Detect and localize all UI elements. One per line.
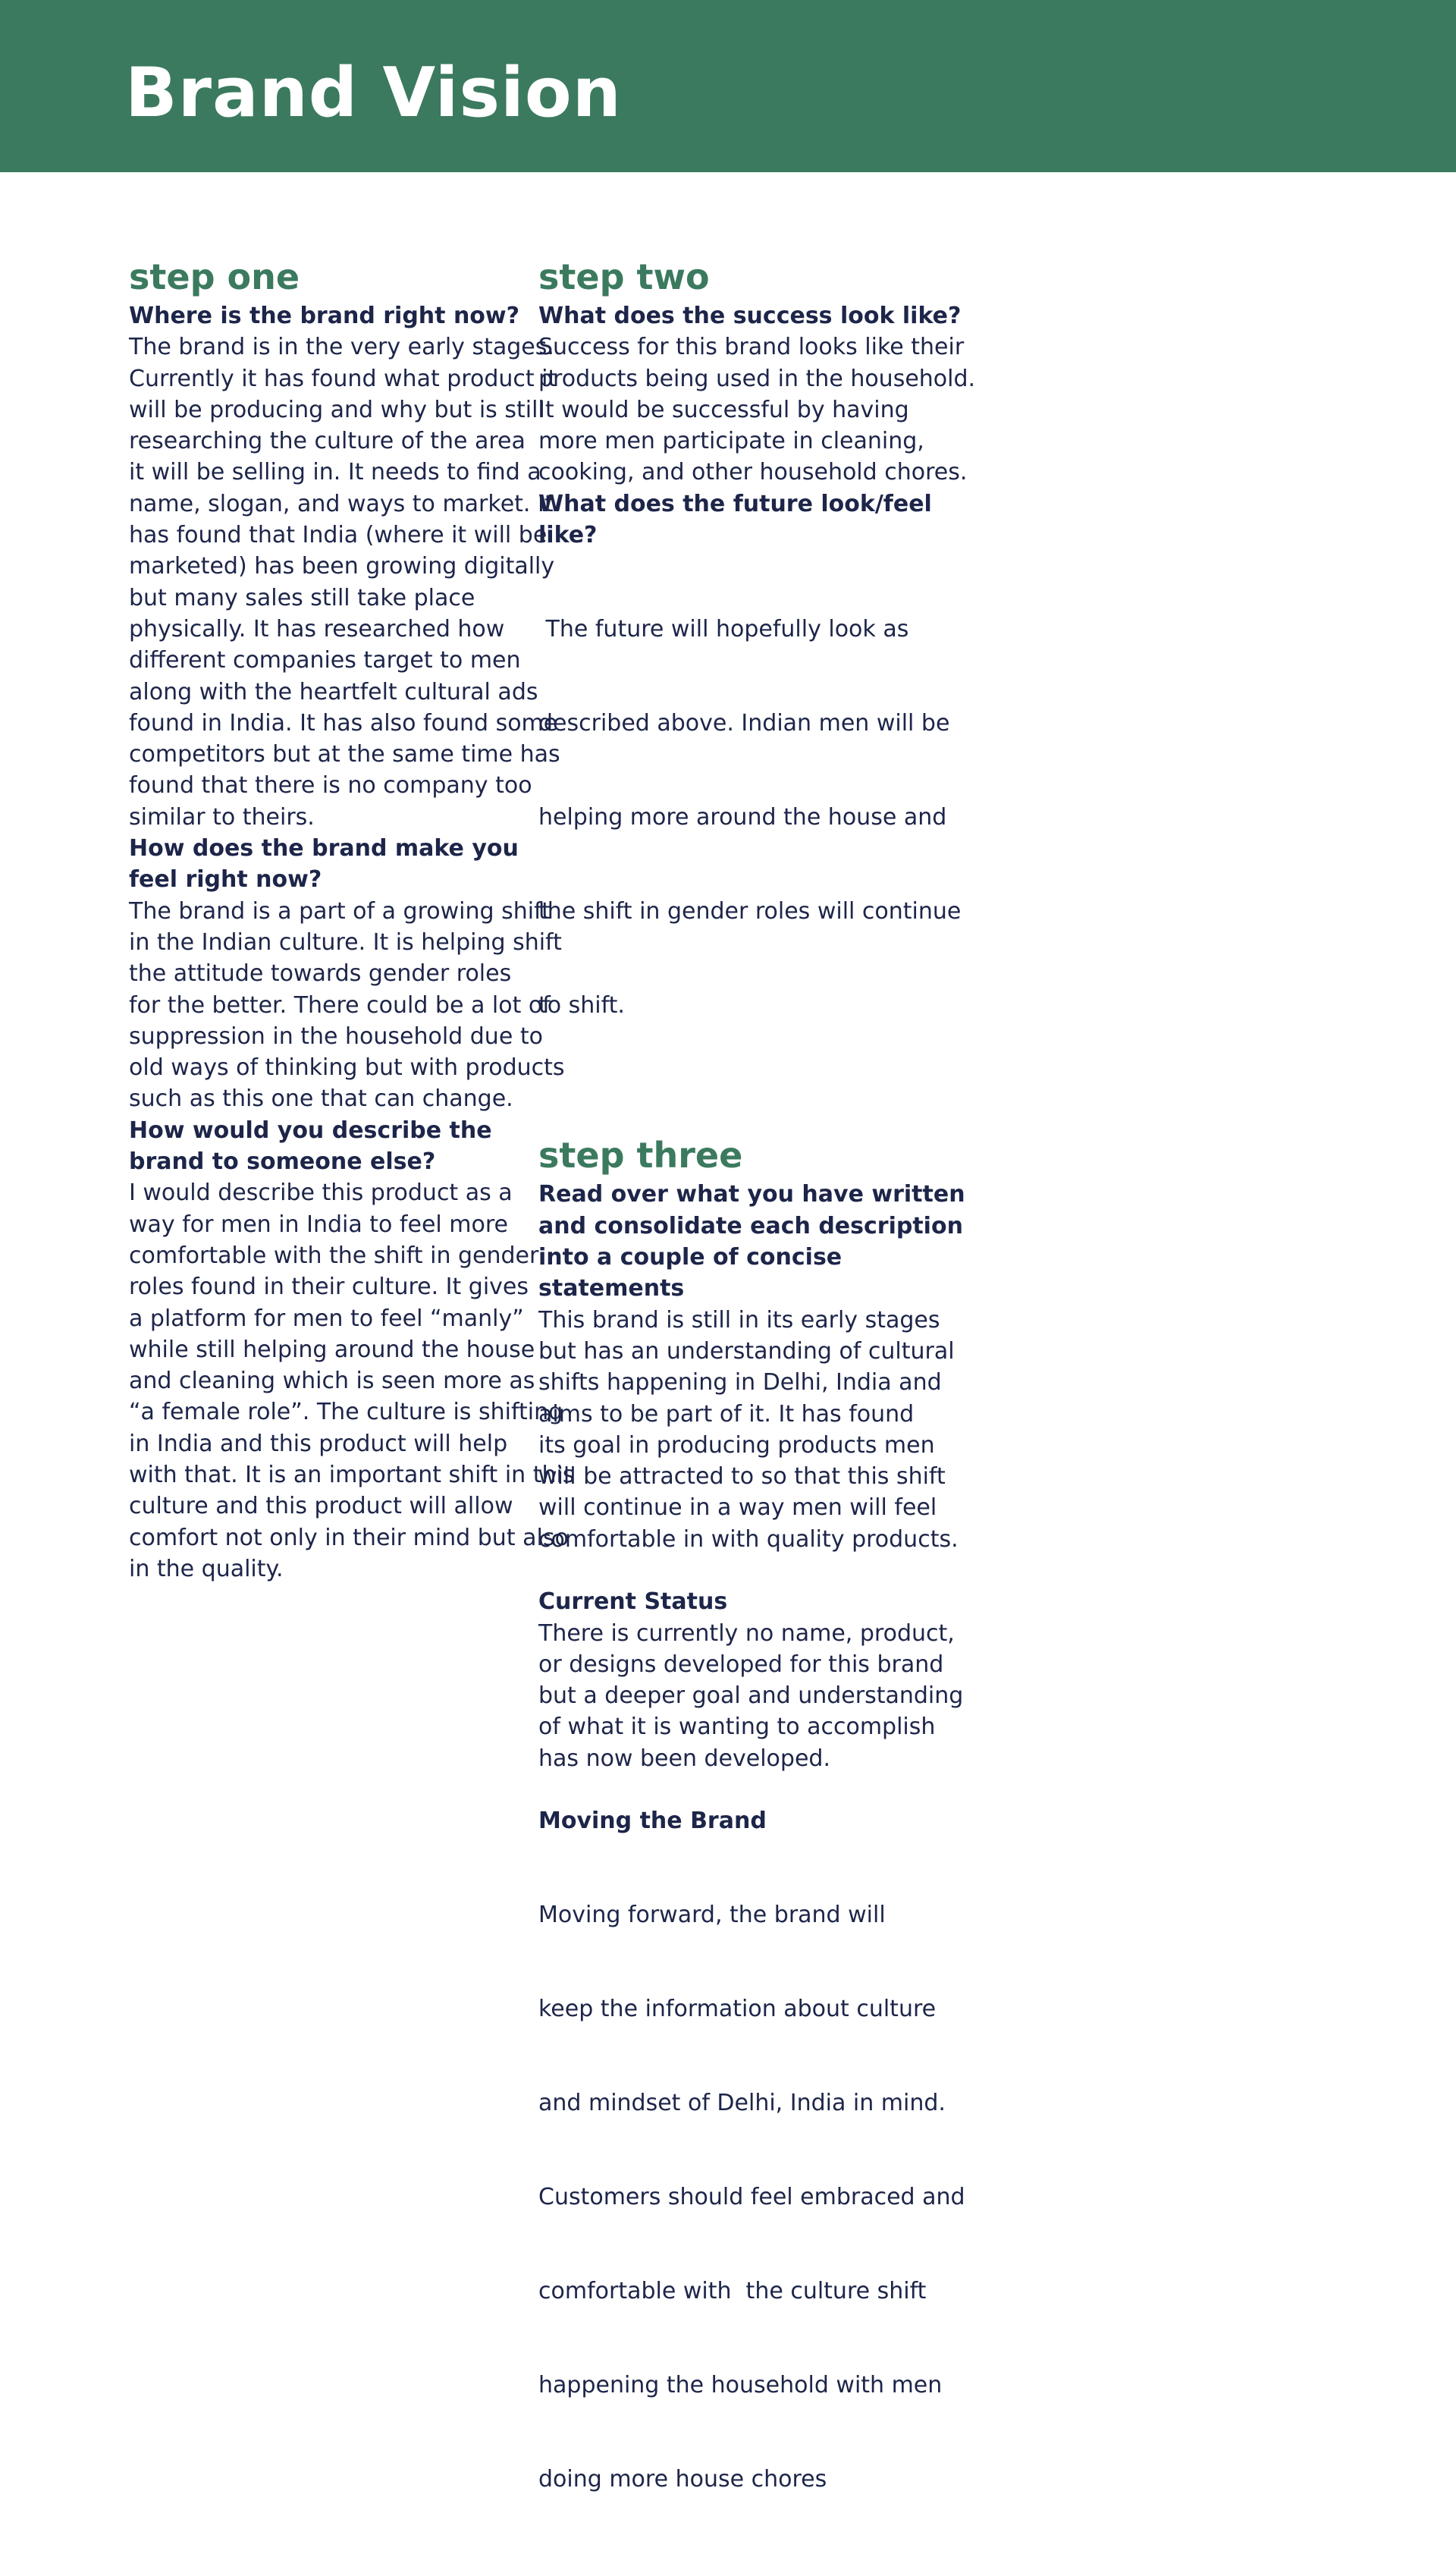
current-status-text: There is currently no name, product, or designs developed for this brand but a deeper goal and understanding of what it is wanting to accomplish has now been developed. — [538, 1619, 964, 1772]
spacer — [538, 1555, 933, 1586]
step-two-answer-1: Success for this brand looks like their products being used in the household. It would be successful by having more men participate in cleaning, cooking, and other household chores. — [538, 334, 976, 486]
current-status-title: Current Status — [538, 1588, 728, 1616]
column-step-one — [129, 253, 575, 1585]
moving-brand-title: Moving the Brand — [538, 1808, 767, 1835]
step-one-heading: step one — [129, 256, 300, 297]
step-one-question-1: Where is the brand right now? — [129, 303, 520, 329]
spacer — [538, 1774, 933, 1805]
step-one-question-2: How does the brand make you feel right now? — [129, 835, 519, 894]
step-two-heading: step two — [538, 256, 710, 297]
step-two-question-1: What does the success look like? — [538, 303, 962, 329]
step-three-heading: step three — [538, 1135, 743, 1176]
step-one-answer-1: The brand is in the very early stages. Currently it has found what product it will be producing and why but is still researching the culture of the area it will be selling in. It needs to find a name, slogan, and ways to market. It has found that India (where it will be marketed) has been growing digitally but many sales still take place physically. It has researched how different companies target to men along with the heartfelt cultural ads found in India. It has also found some competitors but at the same time has found that there is no company too similar to theirs. — [129, 334, 560, 831]
step-three-question: Read over what you have written and consolidate each description into a couple of concise statements — [538, 1181, 965, 1302]
step-one-question-3: How would you describe the brand to someone else? — [129, 1117, 492, 1176]
step-one-answer-2: The brand is a part of a growing shift in the Indian culture. It is helping shift the attitude towards gender roles for the better. There could be a lot of suppression in the household due to old ways of thinking but with products such as this one that can change. — [129, 897, 565, 1113]
moving-brand-text: Moving forward, the brand will keep the information about culture and mindset of Delhi, India in mind. Customers should feel embraced and comfortable with the culture shift happening the household with men doing more house chores — [538, 1902, 965, 2493]
step-three-answer: This brand is still in its early stages but has an understanding of cultural shifts happening in Delhi, India and aims to be part of it. It has found its goal in producing products men will be attracted to so that this shift will continue in a way men will feel comfortable in with quality products. — [538, 1306, 959, 1553]
step-two-question-2: What does the future look/feel like? — [538, 490, 932, 549]
step-one-answer-3: I would describe this product as a way for men in India to feel more comfortable with the shift in gender roles found in their culture. It gives a platform for men to feel “manly” while still helping around the house and cleaning which is seen more as “a female role”. The culture is shifting in India and this product will help with that. It is an important shift in this culture and this product will allow comfort not only in their mind but also in the quality. — [129, 1180, 575, 1582]
page-title: Brand Vision — [125, 53, 622, 133]
header-band — [0, 0, 1456, 172]
step-two-answer-2: The future will hopefully look as described above. Indian men will be helping more around the house and the shift in gender roles will continue to shift. — [538, 615, 962, 1019]
column-steps-two-three — [538, 253, 976, 2557]
spacer — [538, 1083, 933, 1132]
